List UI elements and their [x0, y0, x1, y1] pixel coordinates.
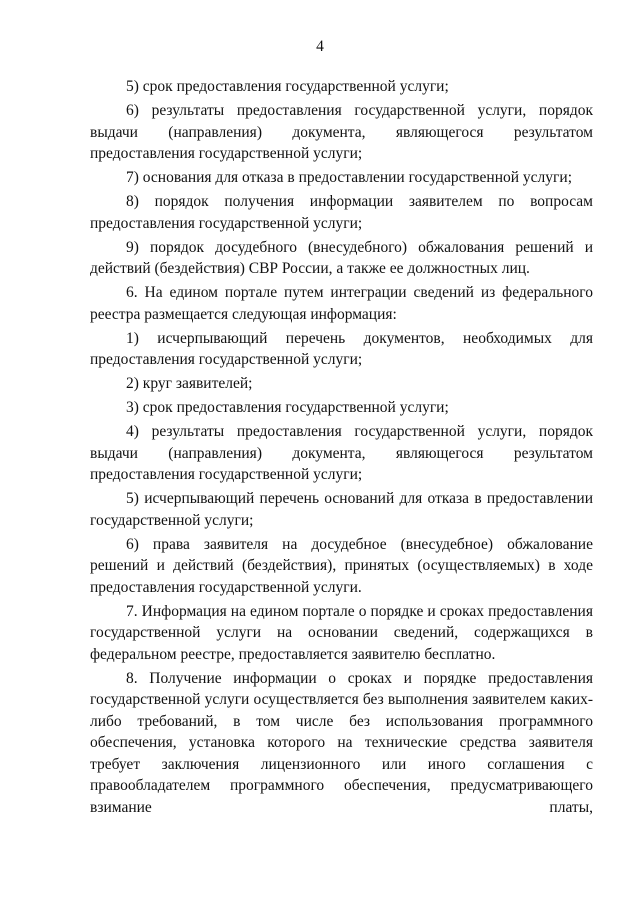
- paragraph-section-8: 8. Получение информации о сроках и порядке предоставления государственной услуги осуществляется без выполнения заявителем каких-либо требований, в том числе без использования программного обеспечения, установка которого на технические средства заявителя требует заключения лицензионного или иного соглашения с правообладателем программного обеспечения, предусматривающего взимание платы,: [90, 669, 593, 816]
- paragraph-section-6-item-2: 2) круг заявителей;: [126, 375, 253, 392]
- paragraph-item-8-information-procedure: 8) порядок получения информации заявителем по вопросам предоставления государственной услуги;: [90, 193, 593, 232]
- paragraph-item-9-appeal-procedure: 9) порядок досудебного (внесудебного) обжалования решений и действий (бездействия) СВР России, а также ее должностных лиц.: [90, 238, 593, 277]
- paragraph-item-5-term: 5) срок предоставления государственной услуги;: [126, 78, 449, 95]
- paragraph-section-6-item-5: 5) исчерпывающий перечень оснований для отказа в предоставлении государственной услуги;: [90, 490, 593, 529]
- paragraph-item-6-results: 6) результаты предоставления государственной услуги, порядок выдачи (направления) документа, являющегося результатом предоставления государственной услуги;: [90, 102, 593, 162]
- paragraph-section-6-item-3: 3) срок предоставления государственной услуги;: [126, 399, 449, 416]
- paragraph-section-6-item-1: 1) исчерпывающий перечень документов, необходимых для предоставления государственной услуги;: [90, 329, 593, 368]
- paragraph-section-6-item-6: 6) права заявителя на досудебное (внесудебное) обжалование решений и действий (бездействия), принятых (осуществляемых) в ходе предоставления государственной услуги.: [90, 535, 593, 596]
- paragraph-section-6-item-4: 4) результаты предоставления государственной услуги, порядок выдачи (направления) документа, являющегося результатом предоставления государственной услуги;: [90, 423, 593, 483]
- paragraph-section-7: 7. Информация на едином портале о порядке и сроках предоставления государственной услуги на основании сведений, содержащихся в федеральном реестре, предоставляется заявителю бесплатно.: [90, 602, 593, 663]
- paragraph-section-6: 6. На едином портале путем интеграции сведений из федерального реестра размещается следующая информация:: [90, 284, 593, 323]
- paragraph-item-7-refusal-grounds: 7) основания для отказа в предоставлении государственной услуги;: [126, 169, 572, 186]
- page-number: 4: [316, 38, 324, 55]
- document-body: [90, 76, 593, 821]
